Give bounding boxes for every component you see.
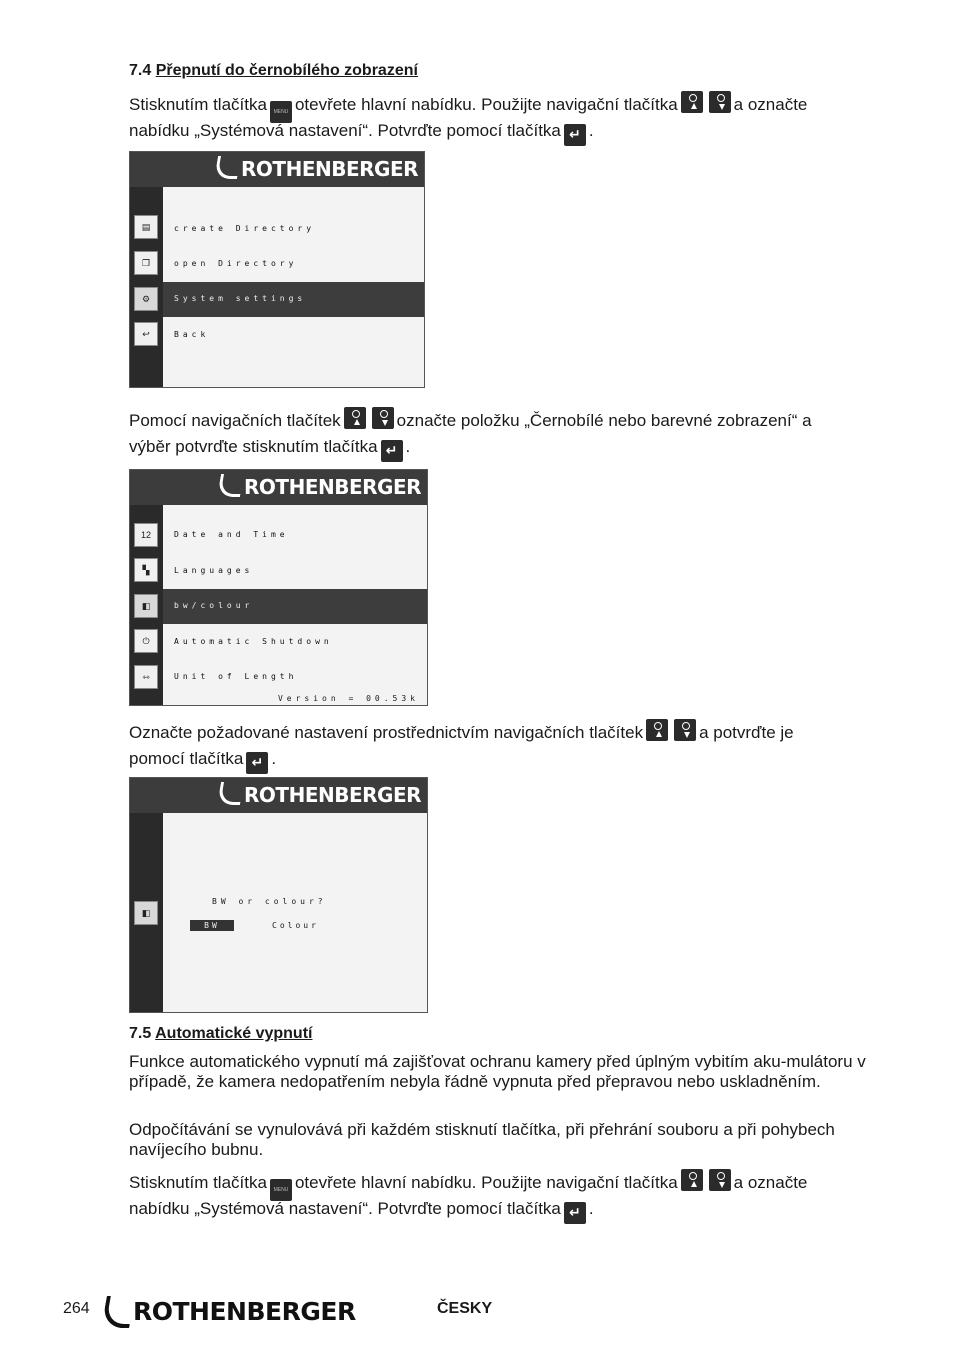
paragraph-3-line-2: pomocí tlačítka ↵ . xyxy=(129,749,276,774)
brand-logo xyxy=(216,156,418,181)
paragraph-auto-off-1: Funkce automatického vypnutí má zajišťovat ochranu kamery před úplným vybitím aku-mulátoru v případě, že kamera nedopatřením nebyla řádně vypnuta před přepravou nebo uskladněním. xyxy=(129,1052,866,1091)
nav-up-button-icon xyxy=(344,407,366,429)
brand-text: ROTHENBERGER xyxy=(244,475,421,499)
menu-item-label: Back xyxy=(174,330,210,339)
option-colour[interactable]: Colour xyxy=(272,921,319,930)
menu-item-date-time[interactable] xyxy=(163,518,427,553)
nav-down-button-icon xyxy=(709,1169,731,1191)
brand-logo xyxy=(219,474,421,499)
text: pomocí tlačítka xyxy=(129,749,244,768)
bw-colour-icon: ◧ xyxy=(134,901,158,925)
paragraph-3 xyxy=(129,719,794,743)
menu-button-icon: MENU xyxy=(270,101,292,123)
bw-colour-icon: ◧ xyxy=(134,594,158,618)
brand-text: ROTHENBERGER xyxy=(241,157,418,181)
menu-item-back[interactable] xyxy=(163,318,424,353)
section-title: Přepnutí do černobílého zobrazení xyxy=(155,62,418,79)
nav-up-button-icon xyxy=(681,91,703,113)
nav-up-button-icon xyxy=(646,719,668,741)
menu-item-label: Automatic Shutdown xyxy=(174,637,333,646)
version-label: Version = 00.53k xyxy=(277,694,419,703)
menu-item-label: open Directory xyxy=(174,259,298,268)
text: a označte xyxy=(733,95,808,114)
brand-logo xyxy=(219,782,421,807)
menu-item-label: Unit of Length xyxy=(174,672,298,681)
enter-button-icon: ↵ xyxy=(381,440,403,462)
back-icon: ↩ xyxy=(134,322,158,346)
text: a potvrďte je xyxy=(699,723,794,742)
paragraph-auto-off-3 xyxy=(129,1169,807,1201)
footer-brand-logo xyxy=(104,1296,356,1328)
section-number: 7.5 xyxy=(129,1025,152,1042)
paragraph-2-line-2: výběr potvrďte stisknutím tlačítka ↵ . xyxy=(129,437,410,462)
paragraph-2 xyxy=(129,407,812,431)
create-directory-icon: ▤ xyxy=(134,215,158,239)
date-time-icon: 12 xyxy=(134,523,158,547)
enter-button-icon: ↵ xyxy=(246,752,268,774)
screen-header xyxy=(130,470,427,505)
screen-main-menu xyxy=(129,151,425,388)
menu-item-open-directory[interactable] xyxy=(163,247,424,282)
screen-header xyxy=(130,778,427,813)
menu-item-label: Date and Time xyxy=(174,530,289,539)
nav-down-button-icon xyxy=(674,719,696,741)
text: výběr potvrďte stisknutím tlačítka xyxy=(129,437,378,456)
enter-button-icon: ↵ xyxy=(564,124,586,146)
menu-item-label: create Directory xyxy=(174,224,316,233)
automatic-shutdown-icon: ⏻ xyxy=(134,629,158,653)
page-number: 264 xyxy=(63,1300,90,1317)
enter-button-icon: ↵ xyxy=(564,1202,586,1224)
text: otevřete hlavní nabídku. Použijte navigační tlačítka xyxy=(294,95,678,114)
text: a označte xyxy=(733,1173,808,1192)
menu-item-label: Languages xyxy=(174,566,254,575)
open-directory-icon: ❐ xyxy=(134,251,158,275)
menu-item-create-directory[interactable] xyxy=(163,212,424,247)
brand-text: ROTHENBERGER xyxy=(133,1297,356,1326)
menu-button-icon: MENU xyxy=(270,1179,292,1201)
text: Stisknutím tlačítka xyxy=(129,95,267,114)
nav-down-button-icon xyxy=(372,407,394,429)
menu-item-system-settings[interactable] xyxy=(163,282,424,317)
languages-icon: ▚ xyxy=(134,558,158,582)
text: nabídku „Systémová nastavení“. Potvrďte pomocí tlačítka xyxy=(129,1199,561,1218)
brand-text: ROTHENBERGER xyxy=(244,783,421,807)
footer-language: ČESKY xyxy=(437,1300,493,1317)
text: Pomocí navigačních tlačítek xyxy=(129,411,341,430)
paragraph-auto-off-2: Odpočítávání se vynulovává při každém stisknutí tlačítka, při přehrání souboru a při pohybech navíjecího bubnu. xyxy=(129,1120,835,1159)
screen-bw-colour-dialog xyxy=(129,777,428,1013)
dialog-question: BW or colour? xyxy=(212,897,327,906)
screen-system-settings xyxy=(129,469,428,706)
nav-up-button-icon xyxy=(681,1169,703,1191)
menu-item-label: System settings xyxy=(174,294,307,303)
menu-item-languages[interactable] xyxy=(163,554,427,589)
text: nabídku „Systémová nastavení“. Potvrďte pomocí tlačítka xyxy=(129,121,561,140)
menu-item-bw-colour[interactable] xyxy=(163,589,427,624)
menu-item-automatic-shutdown[interactable] xyxy=(163,625,427,660)
paragraph-1-line-2: nabídku „Systémová nastavení“. Potvrďte pomocí tlačítka ↵ . xyxy=(129,121,594,146)
section-heading-7-4 xyxy=(129,62,418,80)
section-heading-7-5 xyxy=(129,1025,312,1043)
text: otevřete hlavní nabídku. Použijte navigační tlačítka xyxy=(294,1173,678,1192)
text: Označte požadované nastavení prostřednictvím navigačních tlačítek xyxy=(129,723,644,742)
screen-header xyxy=(130,152,424,187)
paragraph-auto-off-3-line-2: nabídku „Systémová nastavení“. Potvrďte pomocí tlačítka ↵ . xyxy=(129,1199,594,1224)
text: označte položku „Černobílé nebo barevné zobrazení“ a xyxy=(396,411,812,430)
menu-item-unit-of-length[interactable] xyxy=(163,660,427,695)
section-title: Automatické vypnutí xyxy=(155,1025,313,1042)
option-bw[interactable]: BW xyxy=(190,920,234,931)
menu-item-label: bw/colour xyxy=(174,601,254,610)
system-settings-icon: ⚙ xyxy=(134,287,158,311)
paragraph-1 xyxy=(129,91,807,123)
nav-down-button-icon xyxy=(709,91,731,113)
section-number: 7.4 xyxy=(129,62,152,79)
unit-of-length-icon: ⇿ xyxy=(134,665,158,689)
text: Stisknutím tlačítka xyxy=(129,1173,267,1192)
